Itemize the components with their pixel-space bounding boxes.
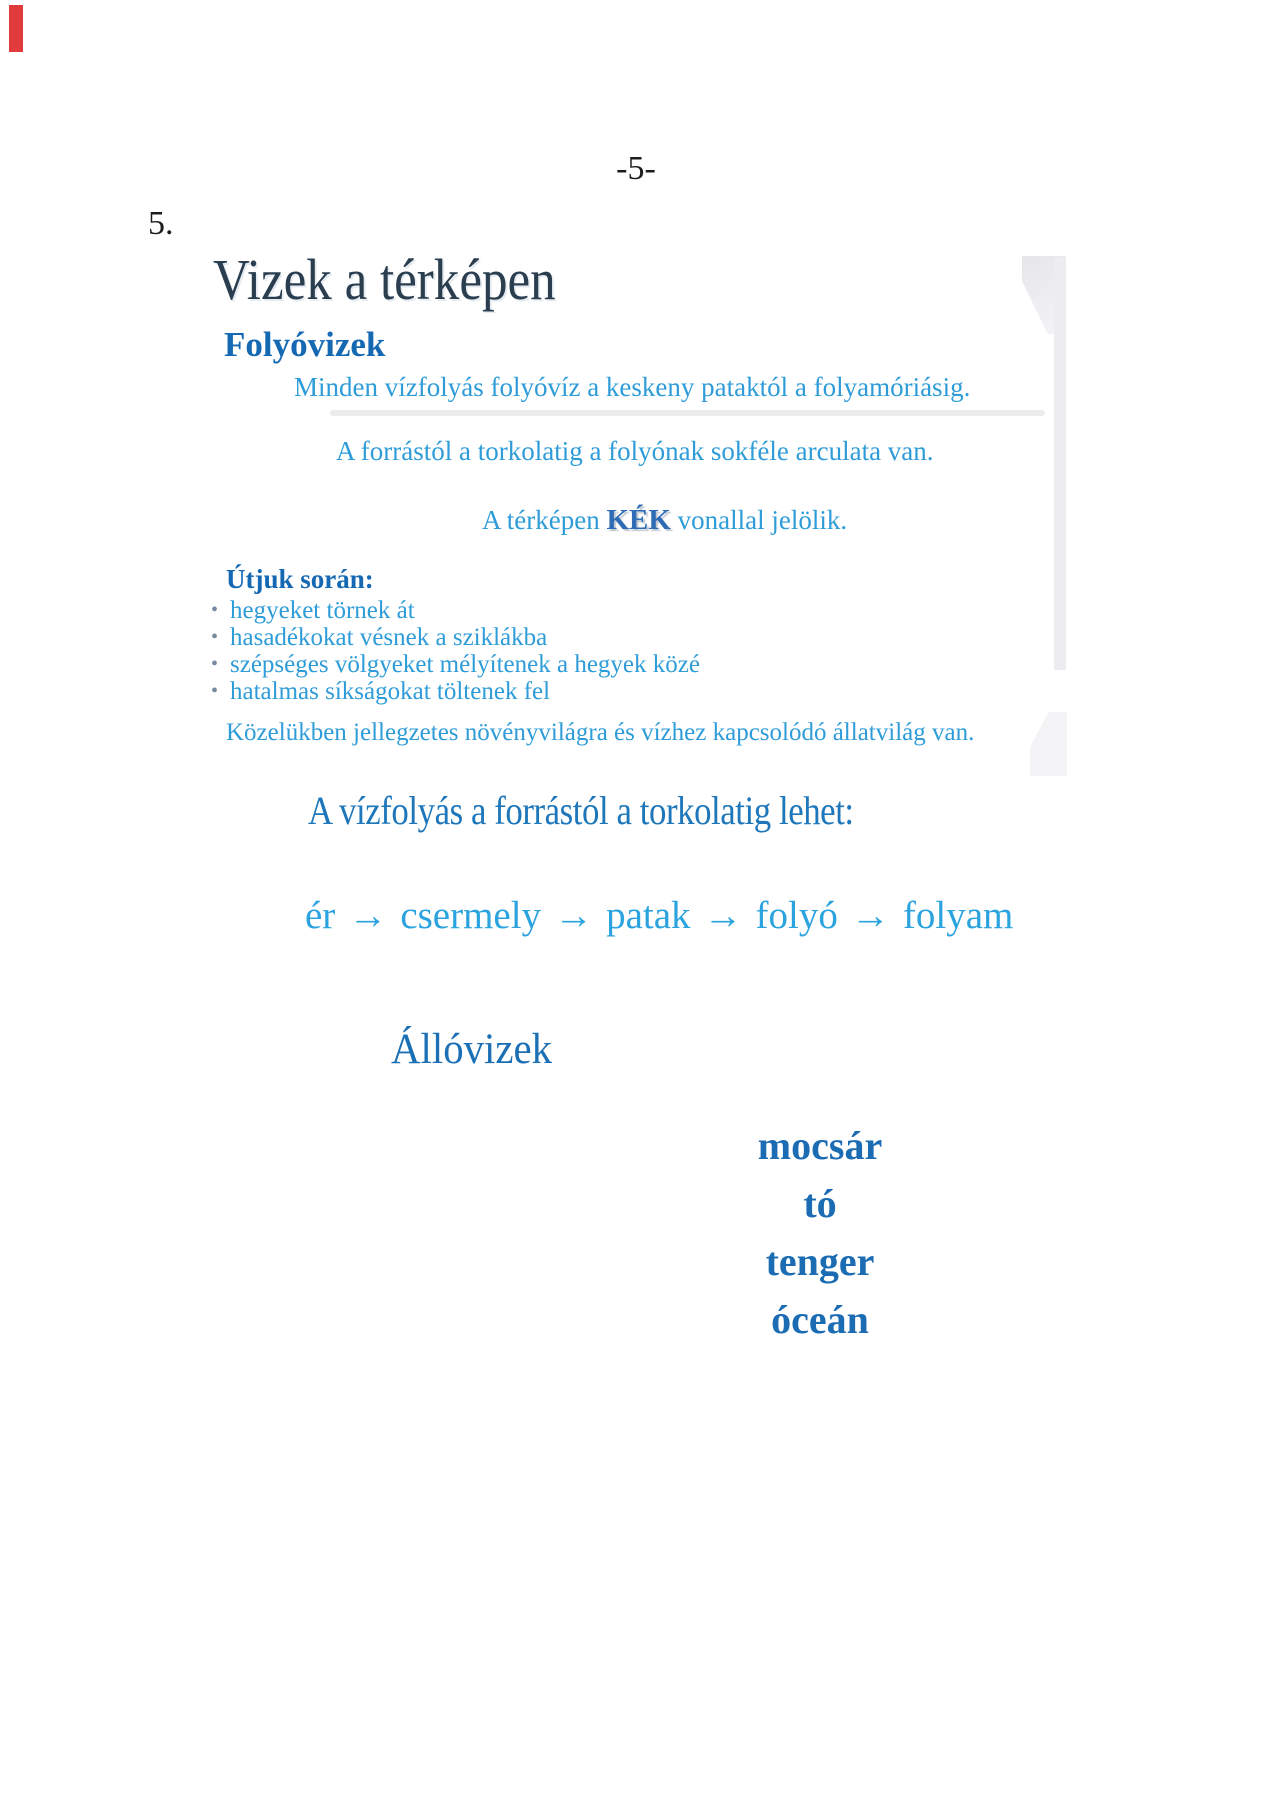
sequence-stage: csermely xyxy=(400,894,542,937)
section-heading-allovizek: Állóvizek xyxy=(391,1026,553,1073)
bullet-dot-icon: • xyxy=(211,680,219,702)
bullet-item xyxy=(211,597,415,625)
bullet-text: szépséges völgyeket mélyítenek a hegyek közé xyxy=(230,651,700,678)
bullet-item xyxy=(211,624,547,652)
bullet-item xyxy=(211,678,550,706)
still-water-item: tó xyxy=(803,1181,837,1226)
page-number: -5- xyxy=(616,150,656,187)
bullet-item xyxy=(211,651,700,679)
kek-emphasis: KÉK xyxy=(606,504,671,536)
line-terkepen-prefix: A térképen xyxy=(482,505,607,535)
bullet-text: hatalmas síkságokat töltenek fel xyxy=(230,678,551,705)
body-line-kozelukben: Közelükben jellegzetes növényvilágra és vízhez kapcsolódó állatvilág van. xyxy=(226,719,975,746)
still-water-item: óceán xyxy=(771,1297,869,1342)
sequence-stage: ér xyxy=(305,894,336,937)
watercourse-sequence xyxy=(305,893,1013,938)
page-title: Vizek a térképen xyxy=(213,247,556,312)
sequence-stage: patak xyxy=(606,894,691,937)
bullet-dot-icon: • xyxy=(211,626,219,648)
watercourse-intro: A vízfolyás a forrástól a torkolatig lehet: xyxy=(308,788,854,833)
still-water-item: tenger xyxy=(765,1239,875,1284)
bullet-dot-icon: • xyxy=(211,653,219,675)
item-number: 5. xyxy=(148,205,174,242)
arrow-right-icon: → xyxy=(348,894,388,937)
sequence-stage: folyam xyxy=(902,894,1014,937)
body-line-terkepen xyxy=(482,504,847,537)
scan-artifact-mid-right xyxy=(1030,712,1067,776)
body-line-forrastol: A forrástól a torkolatig a folyónak sokféle arculata van. xyxy=(336,436,934,466)
subheading-utjuk: Útjuk során: xyxy=(226,564,374,594)
red-corner-marker xyxy=(9,5,23,52)
sequence-stage: folyó xyxy=(755,894,838,937)
bullet-text: hasadékokat vésnek a sziklákba xyxy=(230,624,548,651)
scan-smear xyxy=(330,410,1045,416)
body-line-minden: Minden vízfolyás folyóvíz a keskeny pataktól a folyamóriásig. xyxy=(294,372,971,402)
bullet-dot-icon: • xyxy=(211,599,219,621)
still-water-item: mocsár xyxy=(757,1123,883,1168)
arrow-right-icon: → xyxy=(703,894,743,937)
line-terkepen-suffix: vonallal jelölik. xyxy=(670,505,848,535)
arrow-right-icon: → xyxy=(850,894,890,937)
still-waters-list xyxy=(640,1117,1000,1349)
section-heading-folyovizek: Folyóvizek xyxy=(224,325,386,364)
bullet-text: hegyeket törnek át xyxy=(230,597,415,624)
arrow-right-icon: → xyxy=(554,894,594,937)
scan-artifact-right-strip xyxy=(1054,258,1066,670)
